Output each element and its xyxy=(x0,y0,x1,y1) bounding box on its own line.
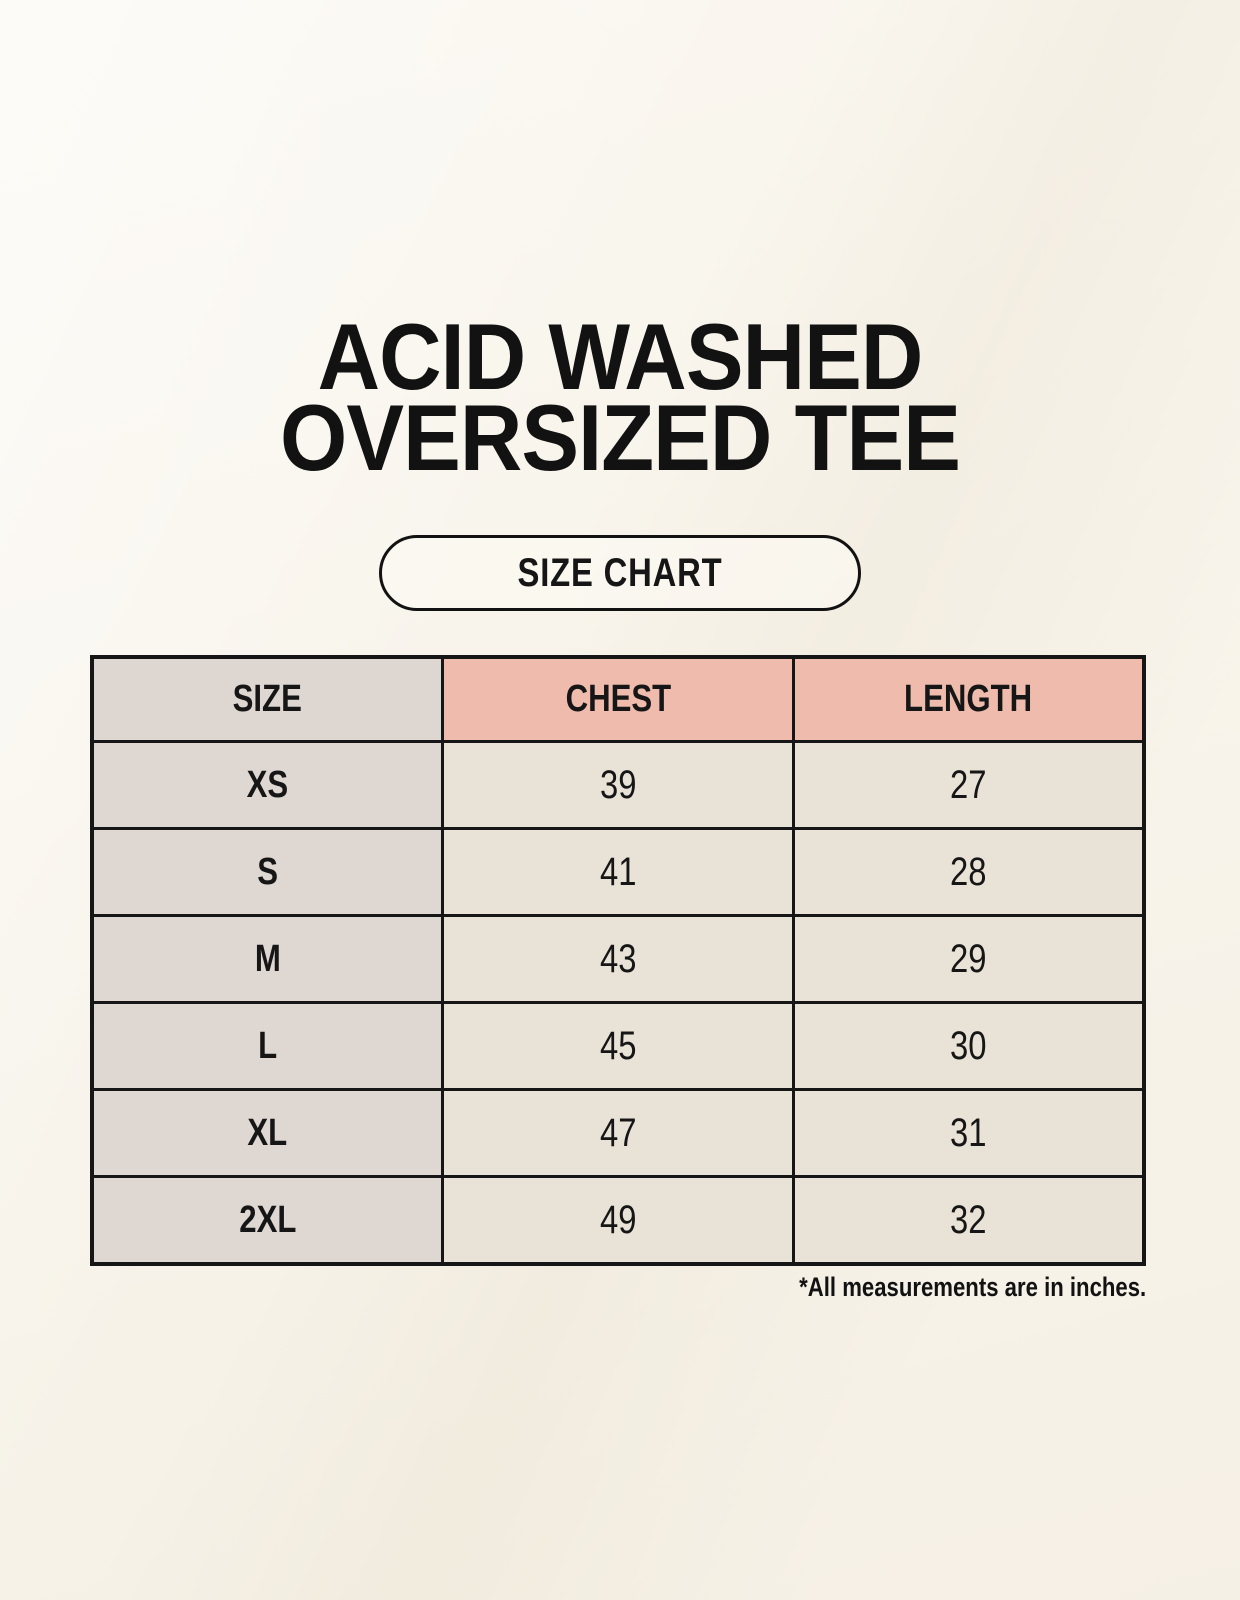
column-header-chest-label: CHEST xyxy=(565,678,671,720)
chest-cell xyxy=(443,829,794,916)
chest-cell xyxy=(443,742,794,829)
size-cell xyxy=(92,829,443,916)
chest-cell xyxy=(443,1003,794,1090)
product-title-line-1: ACID WASHED xyxy=(317,304,923,409)
length-cell xyxy=(793,829,1144,916)
chest-cell xyxy=(443,916,794,1003)
chest-value: 45 xyxy=(599,1023,637,1068)
column-header-size-label: SIZE xyxy=(232,678,303,720)
size-cell xyxy=(92,742,443,829)
length-cell xyxy=(793,1003,1144,1090)
chest-value: 47 xyxy=(599,1110,637,1155)
product-title xyxy=(50,304,1191,490)
chest-cell xyxy=(443,1090,794,1177)
length-cell xyxy=(793,1177,1144,1265)
table-row-l xyxy=(92,1003,1144,1090)
size-cell xyxy=(92,1090,443,1177)
length-value: 28 xyxy=(950,849,987,894)
chest-value: 43 xyxy=(599,936,637,981)
length-cell xyxy=(793,742,1144,829)
size-label: M xyxy=(254,937,281,980)
table-row-2xl xyxy=(92,1177,1144,1265)
table-row-xl xyxy=(92,1090,1144,1177)
length-value: 32 xyxy=(950,1197,987,1242)
column-header-size xyxy=(92,657,443,742)
size-chart-button[interactable] xyxy=(379,535,861,611)
length-value: 30 xyxy=(950,1023,987,1068)
size-chart-table xyxy=(90,655,1146,1266)
size-label: XS xyxy=(246,763,289,806)
size-label: 2XL xyxy=(238,1198,297,1241)
table-header-row xyxy=(92,657,1144,742)
chest-value: 41 xyxy=(599,849,637,894)
measurements-note xyxy=(723,1272,1146,1303)
size-cell xyxy=(92,916,443,1003)
chest-value: 49 xyxy=(599,1197,637,1242)
length-cell xyxy=(793,1090,1144,1177)
length-value: 29 xyxy=(950,936,987,981)
size-label: S xyxy=(257,850,278,893)
product-title-line-2: OVERSIZED TEE xyxy=(279,385,960,490)
length-value: 27 xyxy=(950,762,987,807)
chest-cell xyxy=(443,1177,794,1265)
column-header-length xyxy=(793,657,1144,742)
table-row-s xyxy=(92,829,1144,916)
chest-value: 39 xyxy=(599,762,637,807)
size-label: XL xyxy=(247,1111,288,1154)
length-cell xyxy=(793,916,1144,1003)
measurements-note-text: *All measurements are in inches. xyxy=(798,1272,1146,1302)
size-cell xyxy=(92,1003,443,1090)
column-header-length-label: LENGTH xyxy=(904,678,1033,720)
size-label: L xyxy=(258,1024,278,1067)
size-cell xyxy=(92,1177,443,1265)
length-value: 31 xyxy=(950,1110,987,1155)
column-header-chest xyxy=(443,657,794,742)
size-chart-button-label: SIZE CHART xyxy=(517,550,723,595)
table-row-m xyxy=(92,916,1144,1003)
table-row-xs xyxy=(92,742,1144,829)
